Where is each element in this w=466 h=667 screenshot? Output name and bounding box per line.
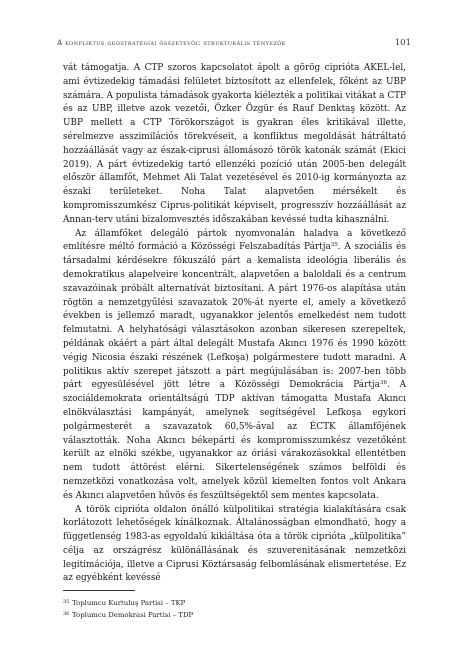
paragraph-2 <box>63 228 406 504</box>
paragraph-2-part-3: . A szociáldemokrata orientáltságú TDP aktívan támogatta Mustafa Akıncı elnökválasztási kampányát, amelynek segítségével Lefkoşa egykori polgármesterét a szavazatok 60,5%-ával az ÉCTK államfőjének választották. Noha Akıncı békepárti és kompromisszumkész vezetőként került az elnöki székbe, ugyanakkor az óriási várakozásokkal ellentétben nem tudott áttörést elérni. Sikertelenségének számos belföldi és nemzetközi vonatkozása volt, amelyek közül kiemelten fontos volt Ankara és Akıncı alapvetően hűvös és feszültségektől sem mentes kapcsolata. <box>63 380 406 501</box>
footnotes <box>63 597 193 621</box>
footnote-rule <box>63 590 135 591</box>
paragraph-3: A török cipriόta oldalon önálló külpolitikai stratégia kialakítására csak korlátozott lehetőségek kínálkoznak. Általánosságban elmondható, hogy a függetlenség 1983-as egyoldalú kikiáltása óta a török cipriόta „külpolitika” célja az országrész különállásának és szuverenitásának nemzetközi legitimációja, illetve a Ciprusi Köztársaság felbomlásának elismertetése. Ez az egyébként kevéssé <box>63 504 406 584</box>
footnote-number: 35 <box>63 599 70 605</box>
paragraph-2-part-2: . A szociális és társadalmi kérdésekre fókuszáló párt a kemalista ideológia liberális és demokratikus alapelveire koncentrált, alapvetően a baloldali és a centrum szavazóinak próbált alternatívát biztosítani. A párt 1976-os alapítása után rögtön a nemzetgyűlési szavazatok 20%-át nyerte el, amely a következő években is jellemző maradt, ugyanakkor jelentős emelkedést nem tudott felmutatni. A helyhatósági választásokon azonban sikeresen szerepeltek, példának okáért a párt által delegált Mustafa Akıncı 1976 és 1990 között végig Nicosia északi részének (Lefkoşa) polgármestere tudott maradni. A politikus aktív szerepet játszott a párt megújulásában is: 2007-ben több párt egyesülésével jött létre a Közösségi Demokrácia Pártja <box>63 242 406 391</box>
footnote-number: 36 <box>63 611 70 617</box>
running-title: A konfliktus geostratégiai összetevői: strukturális tényezők <box>57 38 286 47</box>
footnote-35 <box>63 597 193 609</box>
footnote-text: Toplumcu Demokrasi Partisi – TDP <box>72 611 194 619</box>
main-text <box>63 62 406 586</box>
page-number: 101 <box>394 38 411 48</box>
paragraph-2-part-1: Az államfőket delegáló pártok nyomvonalán haladva a következő említésre méltó formáció a Közösségi Felszabadítás Pártja <box>63 228 406 253</box>
footnote-ref-35: 35 <box>330 242 338 249</box>
running-header <box>57 38 411 54</box>
footnote-text: Toplumcu Kurtuluş Partisi – TKP <box>72 599 186 607</box>
footnote-ref-36: 36 <box>379 380 387 387</box>
footnote-36 <box>63 609 193 621</box>
paragraph-1: vát támogatja. A CTP szoros kapcsolatot ápolt a görög cipriόta AKEL-lel, ami évtizedekig támadási felületet biztosított az ellenfelek, főként az UBP számára. A populista támadások gyakorta kiélezték a politikai vitákat a CTP és az UBP, illetve azok vezetői, Özker Özgür és Rauf Denktaş között. Az UBP mellett a CTP Törökországot is gyakran éles kritikával illette, sérelmezve asszimilációs törekvéseit, a konfliktus megoldását hátráltató hozzáállását vagy az észak-ciprusi állomásozó török katonák számát (Ekici 2019). A párt évtizedekig tartó ellenzéki pozíció után 2005-ben delegált először államfőt, Mehmet Ali Talat vezetésével és 2010-ig kormányozta az északi területeket. Noha Talat alapvetően mérsékelt és kompromisszumkész Ciprus-politikát képviselt, progresszív hozzáállását az Annan-terv utáni bizalomvesztés időszakában kevéssé tudta kihasználni. <box>63 63 406 225</box>
